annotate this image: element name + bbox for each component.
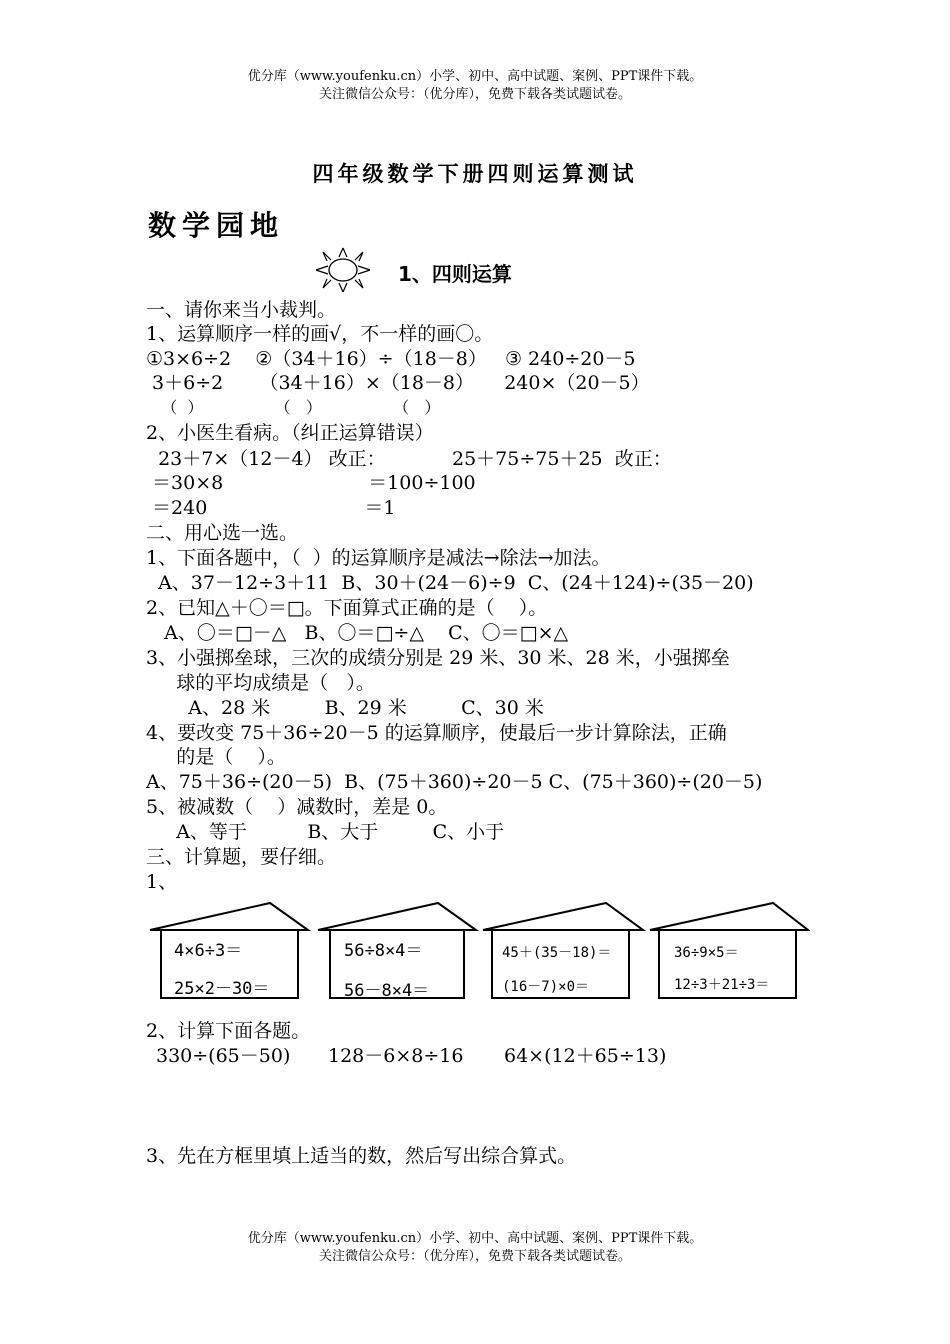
house-1-line1: 4×6÷3＝	[174, 941, 243, 961]
footer-line-1: 优分库（www.youfenku.cn）小学、初中、高中试题、案例、PPT课件下载。	[247, 1231, 703, 1246]
part3-q2-label: 2、计算下面各题。	[146, 1020, 311, 1042]
part2-line: 3、小强掷垒球，三次的成绩分别是 29 米、30 米、28 米，小强掷垒	[146, 647, 730, 669]
house-2-line2: 56－8×4＝	[344, 981, 430, 1001]
house-2-line1: 56÷8×4＝	[344, 941, 423, 961]
part3-q2-item: 330÷(65－50)	[156, 1045, 291, 1067]
part3-q1-label: 1、	[146, 871, 178, 893]
part2-heading: 二、用心选一选。	[146, 522, 299, 544]
part2-line: A、〇＝□－△ B、〇＝□÷△ C、〇＝□×△	[146, 622, 569, 644]
part2-line: 的是（ ）。	[146, 746, 286, 768]
house-4-line1: 36÷9×5＝	[674, 945, 739, 961]
part2-line: 5、被减数（ ）减数时，差是 0。	[146, 796, 448, 818]
part3-heading: 三、计算题，要仔细。	[146, 846, 337, 868]
footer-line-2: 关注微信公众号：（优分库），免费下载各类试题试卷。	[318, 1249, 631, 1264]
part1-q1-row2: 3＋6÷2 （34＋16）×（18－8） 240×（20－5）	[146, 372, 650, 394]
house-3-line1: 45＋(35－18)＝	[502, 945, 612, 961]
part2-line: 4、要改变 75＋36÷20－5 的运算顺序，使最后一步计算除法，正确	[146, 722, 727, 744]
part2-line: A、75＋36÷(20－5) B、(75＋360)÷20－5 C、(75＋360)÷(20－5)	[146, 771, 763, 793]
house-1-line2: 25×2－30＝	[174, 979, 270, 999]
part2-line: A、等于 B、大于 C、小于	[146, 821, 505, 843]
section-title: 1、四则运算	[398, 262, 512, 286]
garden-heading: 数学园地	[148, 209, 285, 242]
part1-q1-label: 1、运算顺序一样的画√，不一样的画〇。	[146, 323, 494, 345]
part2-line: 1、下面各题中，（ ）的运算顺序是减法→除法→加法。	[146, 547, 611, 569]
part1-q1-row1: ①3×6÷2 ②（34＋16）÷（18－8） ③ 240÷20－5	[146, 348, 636, 370]
house-3-line2: (16－7)×0＝	[502, 979, 590, 995]
house-roof	[650, 903, 808, 930]
page-title: 四年级数学下册四则运算测试	[312, 162, 638, 186]
part3-q2-item: 128－6×8÷16	[328, 1045, 464, 1067]
part1-heading: 一、请你来当小裁判。	[146, 299, 337, 321]
header-line-2: 关注微信公众号：（优分库），免费下载各类试题试卷。	[318, 87, 631, 102]
header-line-1: 优分库（www.youfenku.cn）小学、初中、高中试题、案例、PPT课件下载。	[247, 69, 703, 84]
sun-icon	[314, 246, 372, 294]
house-4-line2: 12÷3＋21÷3＝	[674, 977, 770, 993]
house-roof	[318, 903, 476, 930]
part1-q2-row1: 23＋7×（12－4） 改正： 25＋75÷75＋25 改正：	[146, 448, 672, 470]
part1-q1-row3: （ ） （ ） （ ）	[146, 398, 441, 417]
part1-q2-row3: ＝240 ＝1	[146, 497, 396, 519]
part3-q2-item: 64×(12＋65÷13)	[504, 1045, 667, 1067]
part2-line: A、37－12÷3＋11 B、30＋(24－6)÷9 C、(24＋124)÷(35－20)	[146, 572, 754, 594]
part1-q2-label: 2、小医生看病。（纠正运算错误）	[146, 422, 434, 444]
house-roof	[483, 903, 643, 930]
part1-q2-row2: ＝30×8 ＝100÷100	[146, 472, 476, 494]
part2-line: 球的平均成绩是（ ）。	[146, 672, 375, 694]
part2-line: A、28 米 B、29 米 C、30 米	[146, 697, 544, 719]
part2-line: 2、已知△＋〇＝□。下面算式正确的是（ ）。	[146, 597, 548, 619]
house-roof	[150, 903, 308, 930]
part3-q3-label: 3、先在方框里填上适当的数，然后写出综合算式。	[146, 1145, 577, 1167]
